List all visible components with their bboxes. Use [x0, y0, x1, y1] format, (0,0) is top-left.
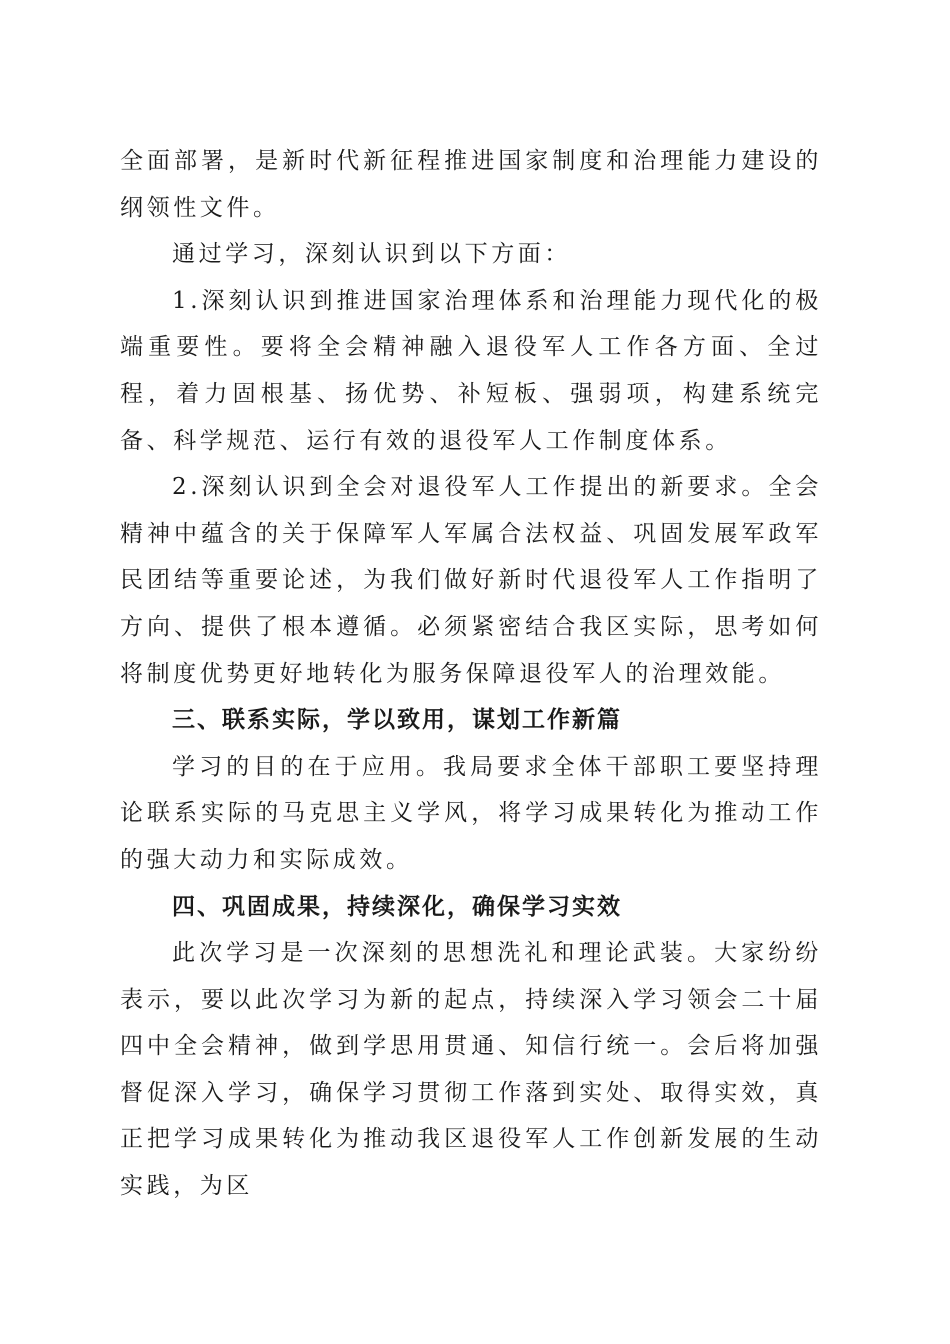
paragraph-section-4: 此次学习是一次深刻的思想洗礼和理论武装。大家纷纷表示，要以此次学习为新的起点，持续深入学习领会二十届四中全会精神，做到学思用贯通、知信行统一。会后将加强督促深入学习，确保学习贯彻工作落到实处、取得实效，真正把学习成果转化为推动我区退役军人工作创新发展的生动实践，为区 — [120, 940, 822, 1200]
section-heading-3: 三、联系实际，学以致用，谋划工作新篇 — [172, 707, 622, 734]
paragraph-point-1: 1.深刻认识到推进国家治理体系和治理能力现代化的极端重要性。要将全会精神融入退役军人工作各方面、全过程，着力固根基、扬优势、补短板、强弱项，构建系统完备、科学规范、运行有效的退役军人工作制度体系。 — [120, 287, 822, 454]
paragraph-section-3: 学习的目的在于应用。我局要求全体干部职工要坚持理论联系实际的马克思主义学风，将学习成果转化为推动工作的强大动力和实际成效。 — [120, 753, 822, 873]
paragraph-continuation: 全面部署，是新时代新征程推进国家制度和治理能力建设的纲领性文件。 — [120, 148, 822, 221]
paragraph-intro: 通过学习，深刻认识到以下方面： — [172, 241, 571, 268]
section-heading-4: 四、巩固成果，持续深化，确保学习实效 — [172, 893, 622, 920]
document-page — [120, 138, 822, 1210]
paragraph-point-2: 2.深刻认识到全会对退役军人工作提出的新要求。全会精神中蕴含的关于保障军人军属合法权益、巩固发展军政军民团结等重要论述，为我们做好新时代退役军人工作指明了方向、提供了根本遵循。必须紧密结合我区实际，思考如何将制度优势更好地转化为服务保障退役军人的治理效能。 — [120, 474, 822, 687]
